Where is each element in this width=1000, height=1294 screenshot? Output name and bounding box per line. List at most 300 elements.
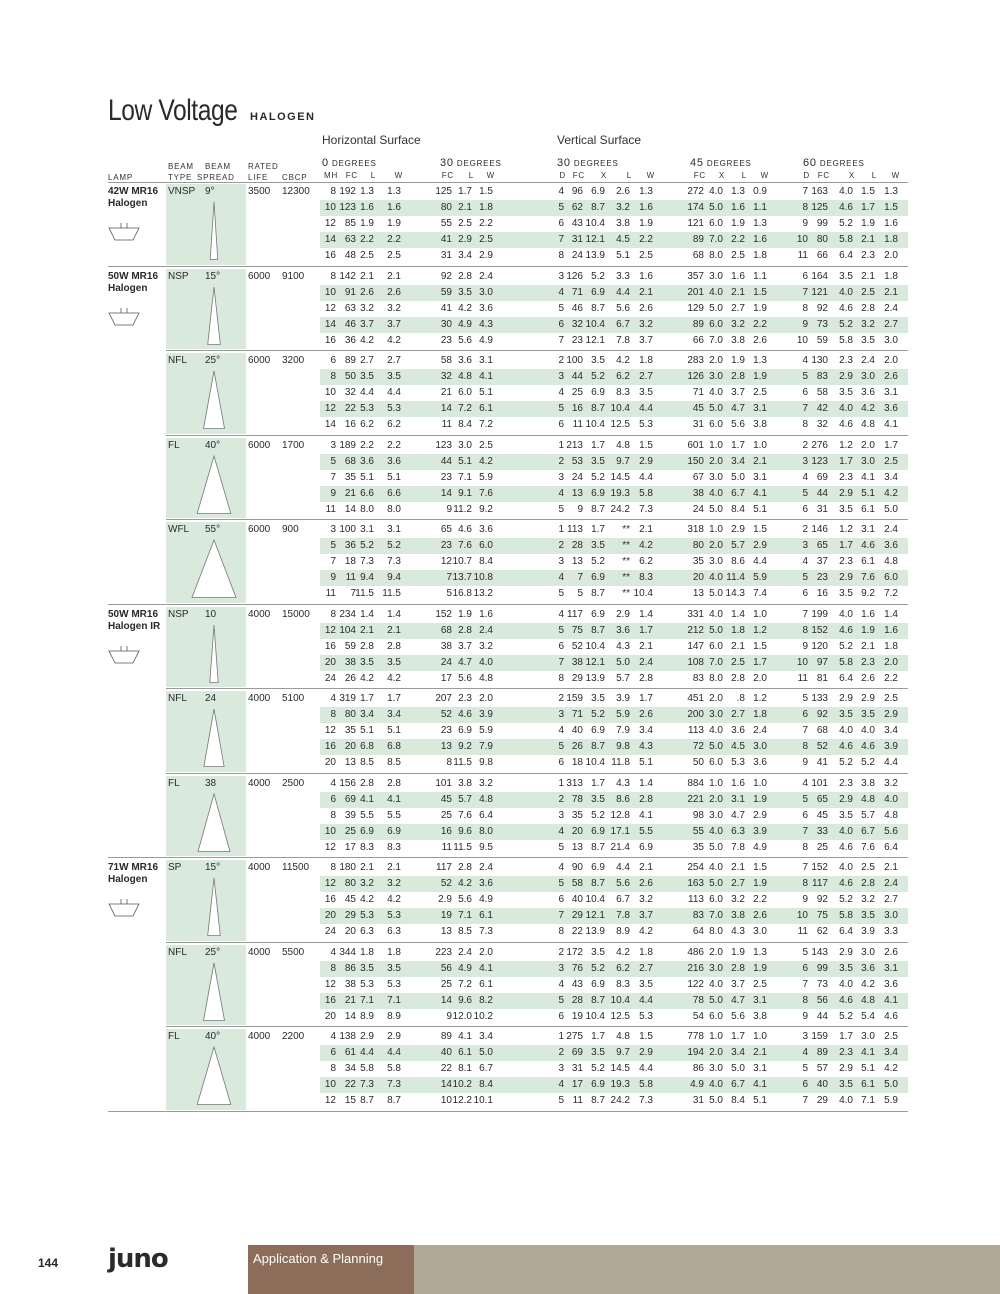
data-cell: 3.1 bbox=[753, 471, 767, 483]
data-cell: 5.3 bbox=[639, 1010, 653, 1022]
data-cell: 25 bbox=[440, 978, 452, 990]
data-cell: 3.0 bbox=[709, 1063, 723, 1075]
data-cell: 113 bbox=[688, 725, 704, 737]
mr16-lamp-icon bbox=[106, 222, 142, 244]
data-cell: 1.0 bbox=[753, 777, 767, 789]
data-cell: 2.8 bbox=[387, 777, 401, 789]
data-cell: 13 bbox=[440, 926, 452, 938]
data-cell: 9.4 bbox=[360, 572, 374, 584]
data-cell: 19.3 bbox=[610, 1079, 630, 1091]
data-cell: 3.1 bbox=[360, 524, 374, 535]
data-cell: 5.3 bbox=[387, 978, 401, 990]
data-cell: 5.0 bbox=[709, 588, 723, 600]
data-cell: 20 bbox=[324, 757, 336, 769]
data-cell: 5 bbox=[802, 793, 808, 805]
data-cell: 6.9 bbox=[591, 572, 605, 584]
data-cell: 2.0 bbox=[709, 455, 723, 467]
data-cell: 4.6 bbox=[839, 841, 853, 853]
data-cell: 2.4 bbox=[479, 862, 493, 873]
sub-header: W bbox=[394, 171, 403, 180]
data-cell: 73 bbox=[816, 978, 828, 990]
data-cell: 100 bbox=[339, 524, 356, 535]
data-cell: 71 bbox=[692, 387, 704, 399]
data-cell: 2.8 bbox=[639, 672, 653, 684]
data-cell: 10.4 bbox=[585, 218, 605, 230]
data-cell: 1.7 bbox=[861, 202, 875, 214]
data-cell: 16 bbox=[324, 994, 336, 1006]
data-cell: 11 bbox=[345, 572, 356, 584]
data-cell: 1.9 bbox=[753, 962, 767, 974]
data-cell: 4.1 bbox=[479, 371, 493, 383]
data-cell: 3.5 bbox=[861, 334, 875, 346]
data-cell: 1.3 bbox=[731, 186, 745, 197]
data-cell: 2.1 bbox=[731, 862, 745, 873]
data-cell: 13 bbox=[692, 588, 704, 600]
data-cell: 8.3 bbox=[387, 841, 401, 853]
data-cell: 8.9 bbox=[360, 1010, 374, 1022]
data-cell: 4.5 bbox=[731, 741, 745, 753]
data-cell: 3.6 bbox=[479, 302, 493, 314]
data-cell: 4.9 bbox=[479, 334, 493, 346]
data-cell: 2.5 bbox=[753, 978, 767, 990]
data-cell: 4.6 bbox=[884, 1010, 898, 1022]
hdr-beam2-top: BEAM bbox=[205, 162, 231, 171]
data-cell: 3.2 bbox=[360, 878, 374, 890]
data-cell: 9 bbox=[446, 1010, 452, 1022]
data-cell: 4.0 bbox=[839, 825, 853, 837]
data-cell: 4.4 bbox=[387, 1047, 401, 1059]
data-cell: 4.0 bbox=[709, 608, 723, 620]
data-cell: 14 bbox=[344, 1010, 356, 1022]
data-cell: 3.6 bbox=[458, 355, 472, 366]
data-cell: 3.8 bbox=[731, 910, 745, 922]
data-cell: 5 bbox=[558, 841, 564, 853]
data-cell: 9.8 bbox=[616, 741, 630, 753]
data-cell: 99 bbox=[816, 962, 828, 974]
data-cell: 6 bbox=[558, 218, 564, 230]
data-cell: 7 bbox=[558, 334, 564, 346]
data-cell: 2.8 bbox=[458, 862, 472, 873]
data-cell: 4.0 bbox=[839, 608, 853, 620]
data-cell: 97 bbox=[816, 656, 828, 668]
data-cell: 3.9 bbox=[753, 825, 767, 837]
data-cell: 12.1 bbox=[585, 334, 605, 346]
data-cell: 22 bbox=[440, 1063, 452, 1075]
data-cell: 3.5 bbox=[591, 1047, 605, 1059]
data-cell: 7.2 bbox=[458, 403, 472, 415]
data-cell: 2.8 bbox=[731, 371, 745, 383]
data-cell: 2.9 bbox=[438, 894, 452, 906]
data-cell: 6.7 bbox=[479, 1063, 493, 1075]
data-cell: 6.2 bbox=[616, 371, 630, 383]
data-cell: 2.9 bbox=[639, 1047, 653, 1059]
data-cell: 2.1 bbox=[861, 270, 875, 282]
data-cell: 8.7 bbox=[591, 1095, 605, 1107]
data-cell: 10 bbox=[796, 234, 808, 246]
data-cell: 14 bbox=[344, 503, 356, 515]
data-cell: 6.9 bbox=[591, 286, 605, 298]
rated-life: 3500 bbox=[248, 186, 271, 197]
data-cell: 4.3 bbox=[639, 741, 653, 753]
data-cell: 7 bbox=[558, 910, 564, 922]
data-cell: 3.7 bbox=[360, 318, 374, 330]
data-cell: 3.5 bbox=[839, 809, 853, 821]
data-cell: 138 bbox=[339, 1031, 356, 1042]
data-cell: 4.0 bbox=[839, 725, 853, 737]
data-cell: 14 bbox=[324, 318, 336, 330]
data-cell: 5.0 bbox=[731, 471, 745, 483]
data-cell: 4.4 bbox=[387, 387, 401, 399]
section-tab[interactable]: Application & Planning bbox=[248, 1245, 414, 1294]
data-cell: 4.0 bbox=[839, 286, 853, 298]
data-cell: 7.8 bbox=[731, 841, 745, 853]
data-cell: 5 bbox=[330, 455, 336, 467]
data-cell: 8.6 bbox=[616, 793, 630, 805]
beam-type: WFL bbox=[168, 524, 190, 535]
beam-spread-icon bbox=[184, 1046, 244, 1109]
data-cell: 2 bbox=[558, 946, 564, 958]
data-cell: 75 bbox=[571, 624, 583, 636]
data-cell: 2.5 bbox=[861, 286, 875, 298]
data-cell: 16 bbox=[344, 419, 356, 431]
data-cell: 3.8 bbox=[753, 419, 767, 431]
data-cell: 24 bbox=[692, 503, 704, 515]
data-cell: 20 bbox=[571, 825, 583, 837]
data-cell: 4.2 bbox=[360, 894, 374, 906]
data-cell: 3.5 bbox=[360, 962, 374, 974]
data-cell: 2.8 bbox=[458, 270, 472, 282]
data-cell: 5.2 bbox=[591, 556, 605, 568]
data-cell: 11.2 bbox=[453, 503, 472, 515]
data-cell: 150 bbox=[687, 455, 704, 467]
data-cell: 10.8 bbox=[473, 572, 493, 584]
data-cell: 16 bbox=[571, 403, 583, 415]
data-cell: 7 bbox=[802, 286, 808, 298]
data-cell: 2.4 bbox=[458, 946, 472, 958]
data-cell: 12 bbox=[440, 556, 452, 568]
data-cell: 601 bbox=[687, 439, 704, 451]
data-cell: 174 bbox=[687, 202, 704, 214]
rated-life: 4000 bbox=[248, 608, 271, 620]
data-cell: 6.0 bbox=[709, 894, 723, 906]
data-cell: 8.5 bbox=[387, 757, 401, 769]
data-cell: 7 bbox=[802, 862, 808, 873]
data-cell: 14.3 bbox=[725, 588, 745, 600]
data-cell: 16 bbox=[324, 640, 336, 652]
data-cell: 3.5 bbox=[861, 709, 875, 721]
data-cell: 8.0 bbox=[709, 926, 723, 938]
data-cell: 58 bbox=[571, 878, 583, 890]
data-cell: 10.4 bbox=[585, 640, 605, 652]
data-cell: 5.1 bbox=[360, 471, 374, 483]
sub-header: L bbox=[468, 171, 474, 180]
data-cell: 8 bbox=[330, 371, 336, 383]
data-cell: 13 bbox=[440, 741, 452, 753]
data-cell: 1.9 bbox=[753, 878, 767, 890]
data-cell: 6.2 bbox=[616, 962, 630, 974]
data-cell: 50 bbox=[692, 757, 704, 769]
data-cell: 1.7 bbox=[591, 439, 605, 451]
data-cell: 5 bbox=[577, 588, 583, 600]
data-cell: 17 bbox=[571, 1079, 583, 1091]
data-cell: 4.4 bbox=[639, 994, 653, 1006]
data-cell: 1.3 bbox=[753, 946, 767, 958]
data-cell: 3.0 bbox=[709, 962, 723, 974]
data-cell: 2.7 bbox=[884, 318, 898, 330]
data-cell: 3.0 bbox=[861, 455, 875, 467]
data-cell: 4.0 bbox=[709, 186, 723, 197]
data-cell: 9.5 bbox=[479, 841, 493, 853]
data-cell: 1.0 bbox=[709, 1031, 723, 1042]
data-cell: 4.6 bbox=[839, 741, 853, 753]
data-cell: 5.0 bbox=[884, 503, 898, 515]
data-cell: 8 bbox=[330, 862, 336, 873]
data-cell: 8.5 bbox=[458, 926, 472, 938]
data-cell: 29 bbox=[571, 910, 583, 922]
data-cell: 2.5 bbox=[387, 250, 401, 262]
data-cell: 50 bbox=[344, 371, 356, 383]
data-cell: 2.5 bbox=[884, 1031, 898, 1042]
data-cell: 4 bbox=[558, 978, 564, 990]
beam-spread: 15° bbox=[205, 862, 221, 873]
data-cell: 12.1 bbox=[585, 656, 605, 668]
data-cell: 55 bbox=[440, 218, 452, 230]
data-cell: 2.9 bbox=[616, 608, 630, 620]
data-cell: 3.6 bbox=[479, 878, 493, 890]
data-cell: 5 bbox=[558, 741, 564, 753]
data-cell: 3.0 bbox=[861, 946, 875, 958]
data-cell: 6.0 bbox=[479, 540, 493, 552]
degree-word: DEGREES bbox=[816, 159, 865, 168]
degree-word: DEGREES bbox=[328, 159, 377, 168]
data-cell: 1.3 bbox=[639, 186, 653, 197]
data-cell: 192 bbox=[339, 186, 356, 197]
data-cell: 3.0 bbox=[479, 286, 493, 298]
data-cell: 2.0 bbox=[884, 250, 898, 262]
data-cell: 152 bbox=[811, 862, 828, 873]
data-cell: 147 bbox=[687, 640, 704, 652]
data-cell: 5.5 bbox=[387, 809, 401, 821]
data-cell: 313 bbox=[566, 777, 583, 789]
data-cell: 85 bbox=[344, 218, 356, 230]
beam-rule bbox=[166, 942, 908, 943]
data-cell: 8 bbox=[802, 841, 808, 853]
data-cell: 4.6 bbox=[839, 994, 853, 1006]
data-cell: 3.0 bbox=[753, 926, 767, 938]
data-cell: 3.5 bbox=[591, 540, 605, 552]
data-cell: 2.7 bbox=[639, 371, 653, 383]
data-cell: 5.0 bbox=[709, 994, 723, 1006]
beam-spread-icon bbox=[184, 286, 244, 349]
data-cell: 4.3 bbox=[479, 318, 493, 330]
data-cell: 6.0 bbox=[709, 318, 723, 330]
data-cell: 2.8 bbox=[458, 624, 472, 636]
data-cell: 3 bbox=[330, 524, 336, 535]
data-cell: 4.8 bbox=[616, 1031, 630, 1042]
data-cell: 1 bbox=[558, 1031, 564, 1042]
data-cell: 6.9 bbox=[458, 725, 472, 737]
data-cell: 4.6 bbox=[839, 419, 853, 431]
degree-word: DEGREES bbox=[453, 159, 502, 168]
data-cell: 5.2 bbox=[839, 318, 853, 330]
data-cell: 5.1 bbox=[753, 1095, 767, 1107]
data-cell: 36 bbox=[344, 334, 356, 346]
data-cell: 2.9 bbox=[861, 693, 875, 704]
data-cell: 14 bbox=[440, 1079, 452, 1091]
data-cell: 5.2 bbox=[591, 962, 605, 974]
data-cell: 32 bbox=[816, 419, 828, 431]
data-cell: 3.0 bbox=[709, 270, 723, 282]
data-cell: 80 bbox=[692, 540, 704, 552]
data-cell: 4.8 bbox=[861, 419, 875, 431]
data-cell: 8.6 bbox=[731, 556, 745, 568]
data-cell: 5.2 bbox=[591, 270, 605, 282]
cbcp-value: 2200 bbox=[282, 1031, 305, 1042]
data-cell: 80 bbox=[440, 202, 452, 214]
data-cell: 4.0 bbox=[709, 572, 723, 584]
data-cell: 6.9 bbox=[591, 487, 605, 499]
sub-header: X bbox=[600, 171, 607, 180]
rated-life: 6000 bbox=[248, 524, 271, 535]
data-cell: 2.0 bbox=[709, 540, 723, 552]
data-cell: 4.1 bbox=[884, 419, 898, 431]
data-cell: 4.0 bbox=[709, 387, 723, 399]
data-cell: 8.7 bbox=[591, 588, 605, 600]
rated-life: 4000 bbox=[248, 862, 271, 873]
data-cell: 63 bbox=[344, 234, 356, 246]
data-cell: 100 bbox=[566, 355, 583, 366]
data-cell: 19 bbox=[571, 1010, 583, 1022]
beam-type: NSP bbox=[168, 270, 189, 282]
data-cell: 6.4 bbox=[839, 926, 853, 938]
data-cell: 5.4 bbox=[861, 1010, 875, 1022]
beam-type: SP bbox=[168, 862, 182, 873]
mr16-lamp-icon bbox=[106, 898, 142, 920]
data-cell: 3.2 bbox=[479, 640, 493, 652]
data-cell: 4.9 bbox=[479, 894, 493, 906]
data-cell: 2.5 bbox=[884, 693, 898, 704]
data-cell: 6 bbox=[802, 270, 808, 282]
data-cell: 6 bbox=[558, 318, 564, 330]
data-cell: 4.2 bbox=[479, 455, 493, 467]
data-cell: 8 bbox=[802, 202, 808, 214]
data-cell: 4 bbox=[558, 487, 564, 499]
data-cell: 10 bbox=[324, 387, 336, 399]
data-cell: 10 bbox=[324, 825, 336, 837]
data-cell: 16 bbox=[440, 825, 452, 837]
data-cell: 3.3 bbox=[616, 270, 630, 282]
data-cell: 55 bbox=[692, 825, 704, 837]
data-cell: 69 bbox=[344, 793, 356, 805]
data-cell: 2.1 bbox=[861, 234, 875, 246]
cbcp-value: 15000 bbox=[282, 608, 310, 620]
beam-rule bbox=[108, 266, 908, 267]
data-cell: 2.4 bbox=[861, 355, 875, 366]
data-cell: 2.1 bbox=[731, 640, 745, 652]
data-cell: 5.7 bbox=[861, 809, 875, 821]
data-cell: 72 bbox=[692, 741, 704, 753]
data-cell: 357 bbox=[687, 270, 704, 282]
data-cell: 3 bbox=[802, 540, 808, 552]
data-cell: 11 bbox=[325, 503, 336, 515]
data-cell: 12.5 bbox=[610, 419, 630, 431]
rated-life: 4000 bbox=[248, 777, 271, 789]
data-cell: 3.4 bbox=[387, 709, 401, 721]
data-cell: 35 bbox=[344, 725, 356, 737]
data-cell: 4.8 bbox=[861, 994, 875, 1006]
data-cell: 81 bbox=[816, 672, 828, 684]
data-cell: 1.6 bbox=[387, 202, 401, 214]
data-cell: 223 bbox=[435, 946, 452, 958]
data-cell: 5.8 bbox=[839, 234, 853, 246]
data-cell: 1.5 bbox=[479, 186, 493, 197]
data-cell: 5.1 bbox=[616, 250, 630, 262]
data-cell: 3.2 bbox=[639, 894, 653, 906]
data-cell: 2.1 bbox=[753, 1047, 767, 1059]
data-cell: 2.5 bbox=[458, 218, 472, 230]
data-cell: 3.5 bbox=[360, 371, 374, 383]
data-cell: 75 bbox=[816, 910, 828, 922]
data-cell: 5.2 bbox=[591, 1063, 605, 1075]
data-cell: 6.0 bbox=[709, 757, 723, 769]
sub-header: L bbox=[871, 171, 877, 180]
data-cell: 11.5 bbox=[382, 588, 401, 600]
data-cell: 486 bbox=[687, 946, 704, 958]
hdr-rated-top: RATED bbox=[248, 162, 279, 171]
data-cell: ** bbox=[622, 588, 630, 600]
data-cell: 4.0 bbox=[861, 725, 875, 737]
data-cell: 38 bbox=[440, 640, 452, 652]
data-cell: 2.9 bbox=[839, 487, 853, 499]
data-cell: 123 bbox=[435, 439, 452, 451]
data-cell: 61 bbox=[344, 1047, 356, 1059]
data-cell: 7 bbox=[802, 1095, 808, 1107]
data-cell: 69 bbox=[571, 1047, 583, 1059]
data-cell: 22 bbox=[344, 1079, 356, 1091]
data-cell: 32 bbox=[344, 387, 356, 399]
data-cell: 5 bbox=[558, 403, 564, 415]
data-cell: 3.2 bbox=[861, 318, 875, 330]
data-cell: 1.9 bbox=[458, 608, 472, 620]
beam-rule bbox=[166, 519, 908, 520]
data-cell: 5.9 bbox=[753, 572, 767, 584]
data-cell: 3.5 bbox=[639, 978, 653, 990]
data-cell: 9 bbox=[446, 503, 452, 515]
data-cell: 14.5 bbox=[610, 471, 630, 483]
data-cell: 4.4 bbox=[616, 862, 630, 873]
sub-header: X bbox=[848, 171, 855, 180]
data-cell: 5 bbox=[802, 371, 808, 383]
data-cell: ** bbox=[622, 524, 630, 535]
data-cell: 2.9 bbox=[884, 709, 898, 721]
data-cell: 5.0 bbox=[709, 302, 723, 314]
data-cell: 201 bbox=[687, 286, 704, 298]
beam-spread: 25° bbox=[205, 946, 221, 958]
data-cell: 2.6 bbox=[753, 910, 767, 922]
data-cell: 13.9 bbox=[585, 926, 605, 938]
data-cell: 207 bbox=[435, 693, 452, 704]
data-cell: 1.8 bbox=[884, 234, 898, 246]
data-cell: 6 bbox=[330, 355, 336, 366]
data-cell: 2.4 bbox=[639, 656, 653, 668]
data-cell: 6.7 bbox=[861, 825, 875, 837]
data-cell: 5.2 bbox=[591, 371, 605, 383]
data-cell: 4.7 bbox=[731, 994, 745, 1006]
data-cell: 7.2 bbox=[458, 978, 472, 990]
data-cell: 89 bbox=[816, 1047, 828, 1059]
data-cell: 8.0 bbox=[709, 250, 723, 262]
cbcp-value: 2500 bbox=[282, 777, 305, 789]
